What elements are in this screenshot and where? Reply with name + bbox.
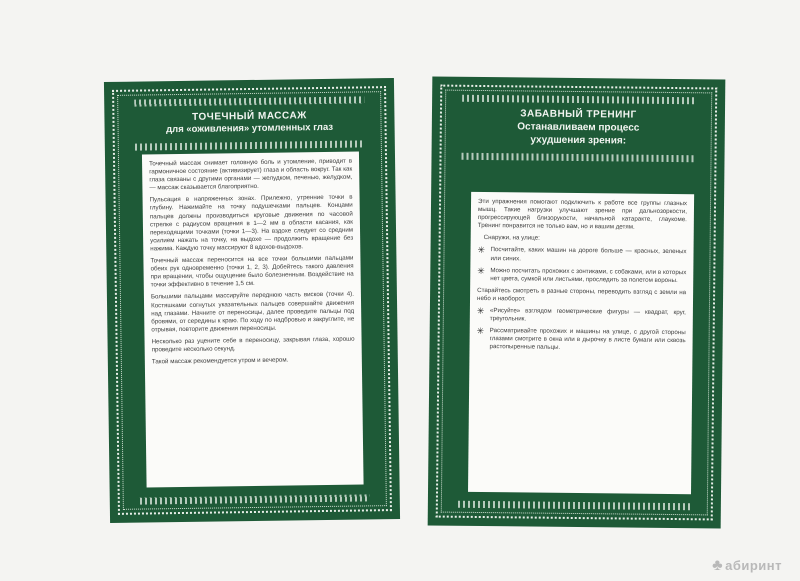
left-card-title-line1: ТОЧЕЧНЫЙ МАССАЖ [192, 110, 307, 123]
left-card-paragraph: Точечный массаж снимает головную боль и утомление, приводит в гармоничное состояние (активизирует) глаза и область вокруг. Так как глаза связаны с другими органами — желудком, печенью, желудком, — массаж сказывается благоприятно. [149, 157, 353, 192]
labirint-logo-icon: ♣ [712, 557, 724, 574]
list-item-text: Можно посчитать прохожих с зонтиками, с собаками, или в которых нет цвета, сумкой или листьями, проследить за полетом вороны. [490, 266, 687, 284]
left-card-paragraph: Такой массаж рекомендуется утром и вечером. [151, 356, 289, 366]
list-item [477, 307, 686, 325]
right-card-outside-label: Снаружи, на улице: [483, 234, 540, 242]
list-item [476, 327, 685, 353]
star-bullet-icon: ✳ [476, 305, 485, 317]
left-card-paragraph: Пульсация в напряженных зонах. Прилежно, утренние точки в глубину. Нажимайте на точку подушечками пальцев. Концами пальцев должны производиться круговые движения по часовой стрелке с радиусом вращения в 1—2 мм в области касания, как переходящими точками (точки 1—3). На вздохе следует со средним усилием нажать на точку, на выдохе — продолжить вращение без нажима. Каждую точку массируют 8 вдохов-выдохов. [149, 193, 354, 253]
left-card-paragraph: Точечный массаж переносится на все точки большими пальцами обеих рук одновременно (точки 1, 2, 3). Добейтесь такого давления при вращении, чтобы ощущение было болезненным. Воздействие на точки эффективно в течение 1,5 см. [150, 254, 354, 289]
left-card-title [120, 108, 378, 137]
right-card-middle-text: Старайтесь смотреть в разные стороны, переводить взгляд с земли на небо и наоборот. [477, 286, 687, 303]
list-item [477, 246, 686, 264]
list-item-text: Рассматривайте прохожих и машины на улице, с другой стороны глазами смотрите в окна или в дырочку в листе бумаги или сквозь растопыренные пальцы. [489, 327, 686, 352]
list-item-text: Посчитайте, каких машин на дороге больше — красных, зеленых или синих. [490, 246, 687, 262]
star-bullet-icon: ✳ [477, 245, 486, 256]
right-card-intro: Эти упражнения помогают подключить к работе все группы глазных мышц. Такие нагрузки улучшают зрение при дальнозоркости, прогрессирующей близорукости, начальной катаракте, глаукоме. Тренинг понравится не только вам, но и вашим детям. [477, 197, 688, 231]
left-card [104, 78, 400, 523]
right-card-title-line2: Останавливаем процесс [517, 121, 640, 134]
star-bullet-icon: ✳ [476, 326, 485, 337]
right-card-text-panel [468, 192, 694, 494]
right-card-title [448, 107, 709, 149]
right-card [428, 76, 726, 528]
left-card-title-line2: для «оживления» утомленных глаз [166, 121, 334, 136]
left-card-paragraph: Несколько раз уцените себе в переносицу, закрывая глаза, хорошо проведите несколько секунд. [151, 335, 355, 354]
list-item [477, 267, 686, 285]
labirint-watermark [712, 557, 782, 575]
star-bullet-icon: ✳ [477, 265, 485, 276]
left-card-paragraph: Большими пальцами массируйте переднюю часть висков (точки 4). Костяшками согнутых указательных пальцев совершайте движения над глазами. Начните от переносицы, далее проведите пальцы под бровями, от середины к краю. По ходу по надбровью и закруглите, не отрывая, повторите движения переносицы. [150, 290, 355, 334]
right-card-title-line1: ЗАБАВНЫЙ ТРЕНИНГ [520, 108, 637, 121]
right-card-title-line3: ухудшения зрения: [530, 134, 627, 147]
list-item-text: «Рисуйте» взглядом геометрические фигуры — квадрат, круг, треугольник. [489, 307, 686, 323]
watermark-text: абиринт [725, 558, 782, 573]
left-card-text-panel [142, 151, 364, 487]
